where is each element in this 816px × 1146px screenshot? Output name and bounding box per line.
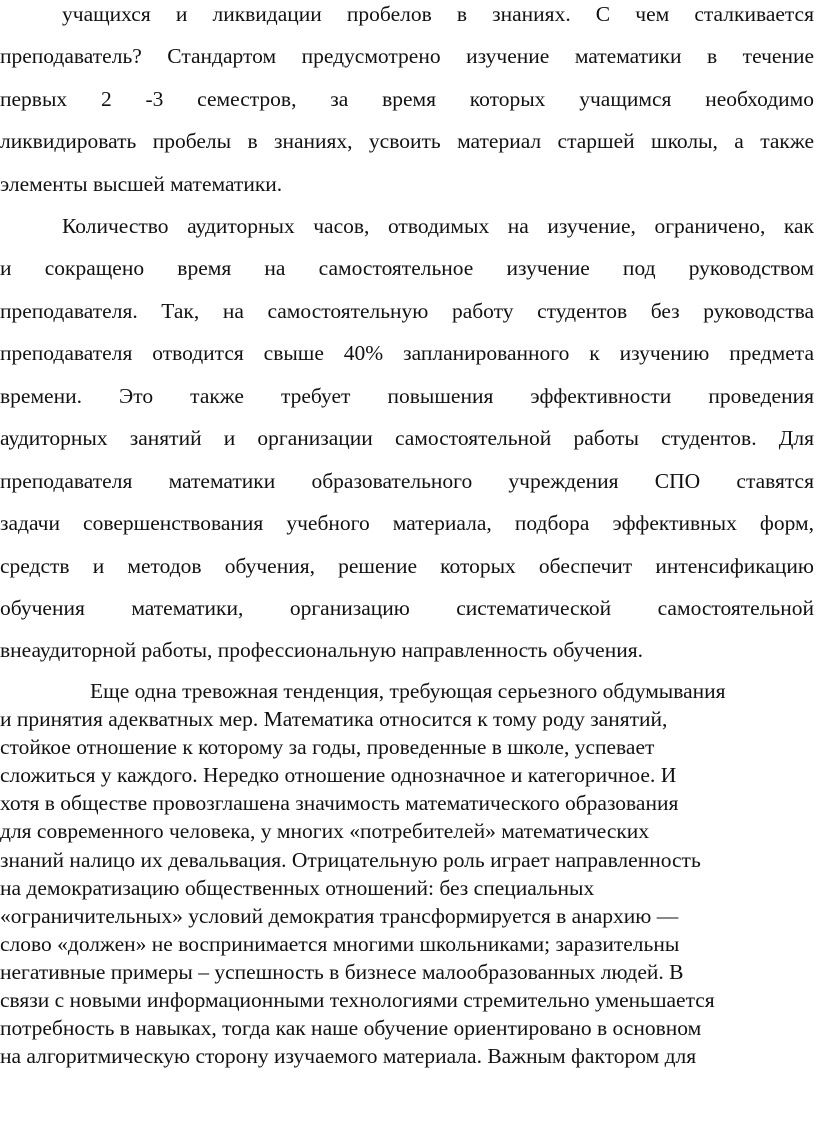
text-line: преподавателя. Так, на самостоятельную работу студентов без руководства [0, 299, 814, 323]
text-line: и принятия адекватных мер. Математика относится к тому роду занятий, [0, 707, 668, 731]
text-line: преподаватель? Стандартом предусмотрено изучение математики в течение [0, 44, 814, 68]
text-line: преподавателя математики образовательного учреждения СПО ставятся [0, 469, 814, 493]
text-line: задачи совершенствования учебного материала, подбора эффективных форм, [0, 511, 814, 535]
text-line: слово «должен» не воспринимается многими школьниками; заразительны [0, 932, 680, 956]
text-line: на алгоритмическую сторону изучаемого материала. Важным фактором для [0, 1044, 697, 1068]
text-line: для современного человека, у многих «потребителей» математических [0, 819, 650, 843]
text-line: времени. Это также требует повышения эффективности проведения [0, 384, 814, 408]
text-line: и сокращено время на самостоятельное изучение под руководством [0, 256, 814, 280]
text-line: внеаудиторной работы, профессиональную направленность обучения. [0, 638, 643, 662]
text-line: преподавателя отводится свыше 40% запланированного к изучению предмета [0, 341, 814, 365]
text-line: на демократизацию общественных отношений: без специальных [0, 876, 595, 900]
text-line: первых 2 -3 семестров, за время которых учащимся необходимо [0, 87, 814, 111]
text-line: ликвидировать пробелы в знаниях, усвоить материал старшей школы, а также [0, 129, 814, 153]
text-line: «ограничительных» условий демократия трансформируется в анархию — [0, 904, 679, 928]
text-line: знаний налицо их девальвация. Отрицательную роль играет направленность [0, 848, 701, 872]
text-line: Еще одна тревожная тенденция, требующая серьезного обдумывания [90, 679, 726, 703]
text-line: стойкое отношение к которому за годы, проведенные в школе, успевает [0, 735, 655, 759]
text-line: связи с новыми информационными технологиями стремительно уменьшается [0, 988, 715, 1012]
text-line: учащихся и ликвидации пробелов в знаниях. С чем сталкивается [62, 2, 814, 26]
text-line: элементы высшей математики. [0, 172, 283, 196]
text-line: средств и методов обучения, решение которых обеспечит интенсификацию [0, 554, 814, 578]
text-line: обучения математики, организацию систематической самостоятельной [0, 596, 814, 620]
text-line: негативные примеры – успешность в бизнесе малообразованных людей. В [0, 960, 684, 984]
text-line: аудиторных занятий и организации самостоятельной работы студентов. Для [0, 426, 814, 450]
text-line: Количество аудиторных часов, отводимых на изучение, ограничено, как [62, 214, 814, 238]
text-line: хотя в обществе провозглашена значимость математического образования [0, 791, 679, 815]
text-line: потребность в навыках, тогда как наше обучение ориентировано в основном [0, 1016, 702, 1040]
text-line: сложиться у каждого. Нередко отношение однозначное и категоричное. И [0, 763, 677, 787]
